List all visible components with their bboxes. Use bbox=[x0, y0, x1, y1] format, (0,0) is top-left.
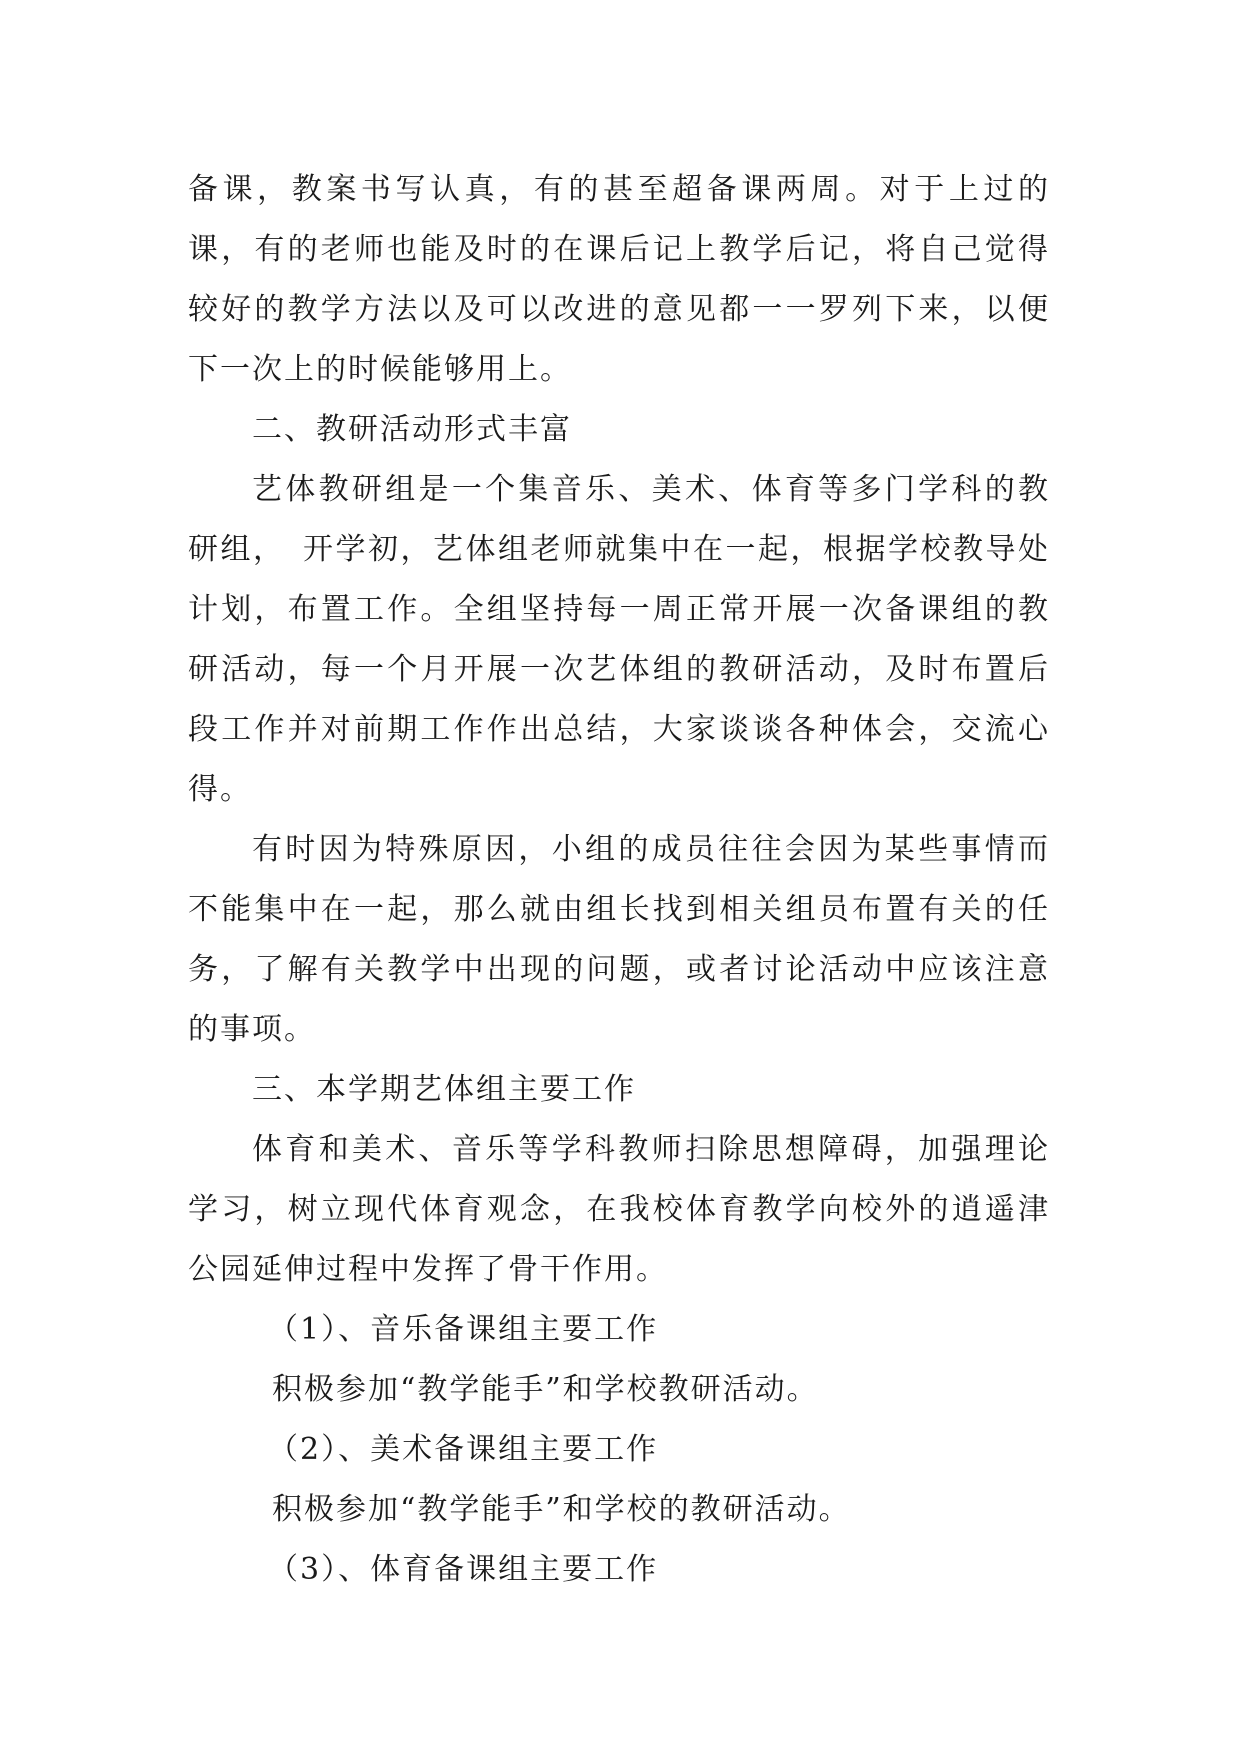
section-heading-3: 三、本学期艺体组主要工作 bbox=[252, 1072, 636, 1107]
paragraph-teaching-research: 艺体教研组是一个集音乐、美术、体育等多门学科的教研组， 开学初，艺体组老师就集中在一起，根据学校教导处计划，布置工作。全组坚持每一周正常开展一次备课组的教研活动，每一个月开展一次艺体组的教研活动，及时布置后段工作并对前期工作作出总结，大家谈谈各种体会，交流心得。 bbox=[188, 472, 1050, 807]
paragraph-special-reasons: 有时因为特殊原因，小组的成员往往会因为某些事情而不能集中在一起，那么就由组长找到相关组员布置有关的任务，了解有关教学中出现的问题，或者讨论活动中应该注意的事项。 bbox=[188, 832, 1050, 1047]
item-1-text: 积极参加“教学能手”和学校教研活动。 bbox=[272, 1372, 819, 1407]
paragraph-main-work: 体育和美术、音乐等学科教师扫除思想障碍，加强理论学习，树立现代体育观念，在我校体育教学向校外的逍遥津公园延伸过程中发挥了骨干作用。 bbox=[188, 1132, 1050, 1287]
continuation-paragraph: 备课，教案书写认真，有的甚至超备课两周。对于上过的课，有的老师也能及时的在课后记上教学后记，将自己觉得较好的教学方法以及可以改进的意见都一一罗列下来，以便下一次上的时候能够用上。 bbox=[188, 172, 1050, 387]
item-3-title: （3）、体育备课组主要工作 bbox=[268, 1552, 659, 1587]
item-1-title: （1）、音乐备课组主要工作 bbox=[268, 1312, 659, 1347]
section-heading-2: 二、教研活动形式丰富 bbox=[252, 412, 572, 447]
item-2-text: 积极参加“教学能手”和学校的教研活动。 bbox=[272, 1492, 851, 1527]
item-2-title: （2）、美术备课组主要工作 bbox=[268, 1432, 659, 1467]
document-body bbox=[188, 160, 1050, 1600]
